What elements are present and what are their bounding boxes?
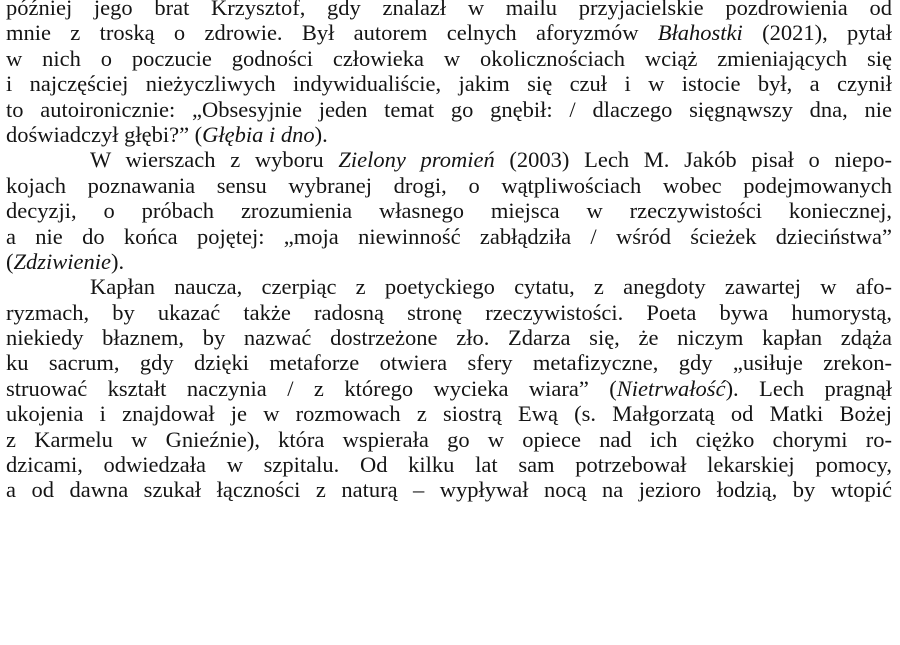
text-run: ). Lech pragnął <box>725 375 892 401</box>
text-run: w nich o poczucie godności człowieka w okolicznościach wciąż zmieniających się <box>6 45 892 71</box>
text-run: (2021), pytał <box>742 20 892 46</box>
paragraph <box>6 274 892 503</box>
text-line <box>6 452 892 477</box>
text-run: ). <box>111 248 125 274</box>
text-run: niekiedy błaznem, by nazwać dostrzeżone zło. Zdarza się, że niczym kapłan zdąża <box>6 325 892 351</box>
text-line <box>6 249 892 274</box>
paragraph <box>6 147 892 274</box>
italic-title: Zielony promień <box>338 147 495 173</box>
text-line <box>6 198 892 223</box>
text-line <box>6 20 892 45</box>
text-run: ryzmach, by ukazać także radosną stronę rzeczywistości. Poeta bywa humorystą, <box>6 299 892 325</box>
text-run: to autoironicznie: „Obsesyjnie jeden temat go gnębił: / dlaczego sięgnąwszy dna, nie <box>6 96 892 122</box>
text-line <box>6 376 892 401</box>
document-page <box>6 0 892 503</box>
italic-title: Głębia i dno <box>202 121 315 147</box>
text-line <box>6 300 892 325</box>
text-run: (2003) Lech M. Jakób pisał o niepo- <box>494 147 892 173</box>
italic-title: Nietrwałość <box>616 375 726 401</box>
text-line <box>6 122 892 147</box>
text-run: struować kształt naczynia / z którego wycieka wiara” ( <box>6 375 617 401</box>
text-run: a od dawna szukał łączności z naturą – wypływał nocą na jezioro łodzią, by wtopić <box>6 477 892 503</box>
italic-title: Błahostki <box>657 20 743 46</box>
text-line <box>6 350 892 375</box>
text-run: później jego brat Krzysztof, gdy znalazł w mailu przyjacielskie pozdrowienia od <box>6 0 892 20</box>
text-run: doświadczył głębi?” ( <box>6 121 203 147</box>
text-line <box>6 46 892 71</box>
text-line <box>6 477 892 502</box>
text-run: ( <box>6 248 14 274</box>
text-run: ). <box>314 121 328 147</box>
text-line <box>6 427 892 452</box>
text-line <box>6 325 892 350</box>
paragraph <box>6 0 892 147</box>
text-line <box>6 147 892 172</box>
text-line <box>6 274 892 299</box>
text-run: dzicami, odwiedzała w szpitalu. Od kilku lat sam potrzebował lekarskiej pomocy, <box>6 452 892 478</box>
text-line <box>6 71 892 96</box>
text-run: W wierszach z wyboru <box>90 147 339 173</box>
text-run: a nie do końca pojętej: „moja niewinność zabłądziła / wśród ścieżek dzieciństwa” <box>6 223 892 249</box>
text-run: ku sacrum, gdy dzięki metaforze otwiera sfery metafizyczne, gdy „usiłuje zrekon- <box>6 350 892 376</box>
text-run: z Karmelu w Gnieźnie), która wspierała go w opiece nad ich ciężko chorymi ro- <box>6 426 892 452</box>
text-run: decyzji, o próbach zrozumienia własnego miejsca w rzeczywistości koniecznej, <box>6 198 892 224</box>
text-run: kojach poznawania sensu wybranej drogi, o wątpliwościach wobec podejmowanych <box>6 172 892 198</box>
text-run: ukojenia i znajdował je w rozmowach z siostrą Ewą (s. Małgorzatą od Matki Bożej <box>6 401 892 427</box>
italic-title: Zdziwienie <box>13 248 112 274</box>
text-line <box>6 224 892 249</box>
text-run: i najczęściej nieżyczliwych indywidualiście, jakim się czuł i w istocie był, a czynił <box>6 71 892 97</box>
text-run: Kapłan naucza, czerpiąc z poetyckiego cytatu, z anegdoty zawartej w afo- <box>90 274 892 300</box>
text-line <box>6 97 892 122</box>
text-line <box>6 401 892 426</box>
text-run: mnie z troską o zdrowie. Był autorem celnych aforyzmów <box>6 20 658 46</box>
text-line <box>6 0 892 20</box>
text-line <box>6 173 892 198</box>
